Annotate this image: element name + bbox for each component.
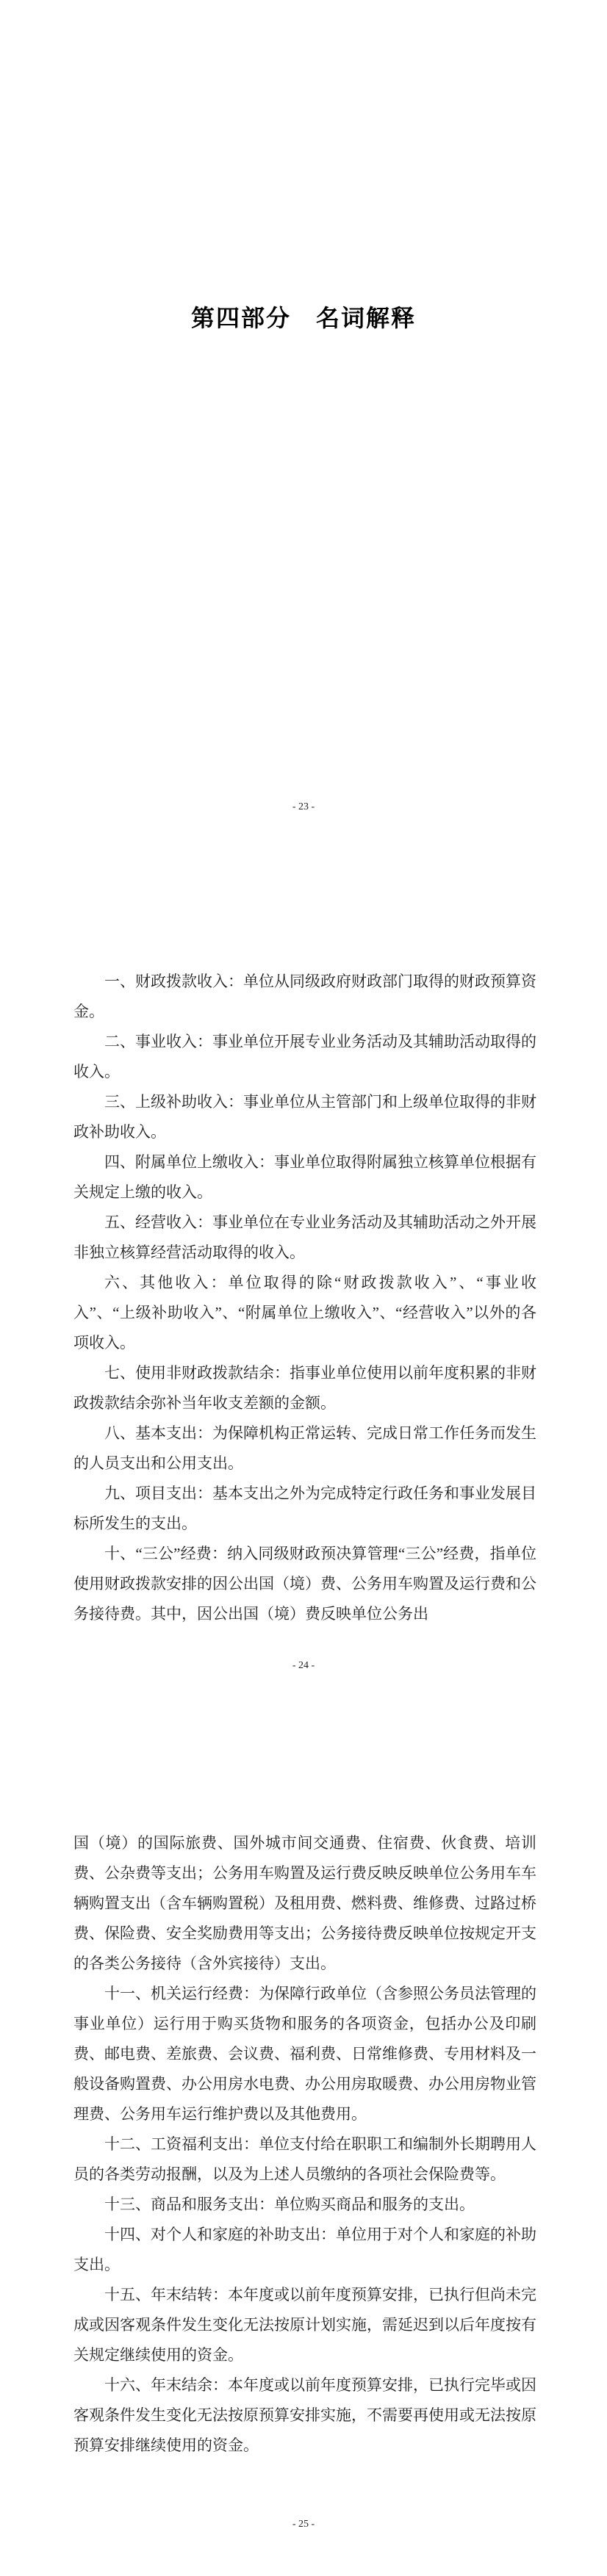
paragraph: 三、上级补助收入：事业单位从主管部门和上级单位取得的非财政补助收入。	[73, 1093, 536, 1141]
paragraph: 六、其他收入：单位取得的除“财政拨款收入”、“事业收入”、“上级补助收入”、“附属单位上缴收入”、“经营收入”以外的各项收入。	[73, 1274, 536, 1352]
paragraph: 四、附属单位上缴收入：事业单位取得附属独立核算单位根据有关规定上缴的收入。	[73, 1153, 536, 1201]
paragraph: 五、经营收入：事业单位在专业业务活动及其辅助活动之外开展非独立核算经营活动取得的收入。	[73, 1213, 536, 1261]
page-24	[0, 859, 607, 1717]
paragraph: 十四、对个人和家庭的补助支出：单位用于对个人和家庭的补助支出。	[73, 2226, 536, 2273]
paragraph: 十六、年末结余：本年度或以前年度预算安排，已执行完毕或因客观条件发生变化无法按原预算安排实施，不需要再使用或无法按原预算安排继续使用的资金。	[73, 2376, 536, 2454]
page-number-24: - 24 -	[292, 1660, 315, 1671]
paragraph: 十二、工资福利支出：单位支付给在职职工和编制外长期聘用人员的各类劳动报酬，以及为上述人员缴纳的各项社会保险费等。	[73, 2135, 536, 2183]
paragraph: 十五、年末结转：本年度或以前年度预算安排，已执行但尚未完成或因客观条件发生变化无法按原计划实施，需延迟到以后年度按有关规定继续使用的资金。	[73, 2286, 536, 2364]
paragraph: 十、“三公”经费：纳入同级财政预决算管理“三公”经费，指单位使用财政拨款安排的因公出国（境）费、公务用车购置及运行费和公务接待费。其中，因公出国（境）费反映单位公务出	[73, 1545, 536, 1623]
paragraph: 九、项目支出：基本支出之外为完成特定行政任务和事业发展目标所发生的支出。	[73, 1484, 536, 1532]
page-25	[0, 1717, 607, 2576]
paragraph: 一、财政拨款收入：单位从同级政府财政部门取得的财政预算资金。	[73, 973, 536, 1020]
page-number-25: - 25 -	[292, 2519, 315, 2530]
paragraph: 八、基本支出：为保障机构正常运转、完成日常工作任务而发生的人员支出和公用支出。	[73, 1424, 536, 1472]
page-number-23: - 23 -	[292, 801, 315, 812]
paragraph: 二、事业收入：事业单位开展专业业务活动及其辅助活动取得的收入。	[73, 1033, 536, 1080]
page-24-body	[73, 967, 536, 1629]
page-23	[0, 0, 607, 859]
paragraph: 国（境）的国际旅费、国外城市间交通费、住宿费、伙食费、培训费、公杂费等支出；公务用车购置及运行费反映反映单位公务用车车辆购置支出（含车辆购置税）及租用费、燃料费、维修费、过路过桥费、保险费、安全奖励费用等支出；公务接待费反映单位按规定开支的各类公务接待（含外宾接待）支出。	[73, 1834, 536, 1972]
section-title: 第四部分 名词解释	[190, 305, 416, 331]
paragraph: 七、使用非财政拨款结余：指事业单位使用以前年度积累的非财政拨款结余弥补当年收支差额的金额。	[73, 1364, 536, 1412]
paragraph: 十三、商品和服务支出：单位购买商品和服务的支出。	[104, 2196, 475, 2213]
page-25-body	[73, 1828, 536, 2461]
paragraph: 十一、机关运行经费：为保障行政单位（含参照公务员法管理的事业单位）运行用于购买货物和服务的各项资金，包括办公及印刷费、邮电费、差旅费、会议费、福利费、日常维修费、专用材料及一般设备购置费、办公用房水电费、办公用房取暖费、办公用房物业管理费、公务用车运行维护费以及其他费用。	[73, 1985, 536, 2123]
